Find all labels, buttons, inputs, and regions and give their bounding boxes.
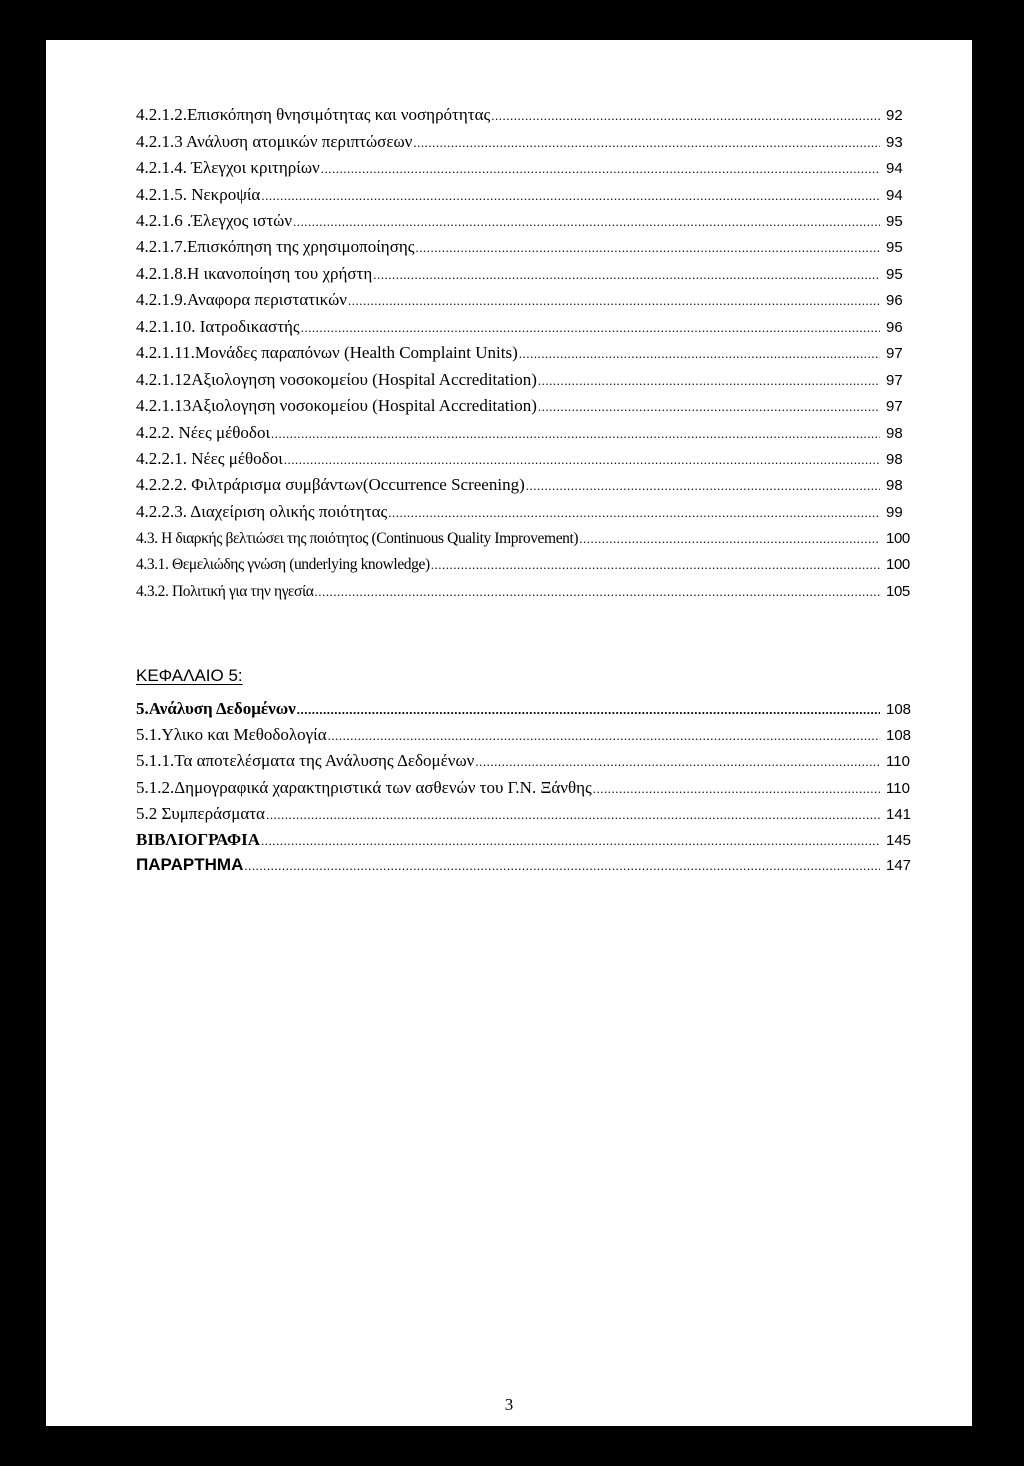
toc-entry[interactable]: [136, 155, 926, 181]
toc-entry-page: 94: [886, 187, 903, 204]
toc-entry-title: 4.2.1.5. Νεκροψία: [136, 185, 261, 204]
toc-entry[interactable]: [136, 420, 926, 446]
toc-entry-page: 110: [886, 780, 910, 797]
toc-entry[interactable]: [136, 314, 926, 340]
toc-entry[interactable]: [136, 208, 926, 234]
toc-entry[interactable]: [136, 287, 926, 313]
dot-leader: [538, 368, 880, 394]
toc-entry-title: 4.2.1.7.Επισκόπηση της χρησιμοποίησης: [136, 237, 415, 256]
toc-entry-page: 100: [886, 530, 910, 547]
toc-entry[interactable]: [136, 446, 926, 472]
toc-entry-page: 93: [886, 134, 903, 151]
toc-entry-page: 108: [886, 727, 912, 744]
dot-leader: [388, 500, 880, 526]
dot-leader: [526, 473, 880, 499]
toc-entry-title: 4.2.1.12Αξιολογηση νοσοκομείου (Hospital Accreditation): [136, 370, 537, 389]
toc-entry-title: 4.3.2. Πολιτική για την ηγεσία: [136, 583, 314, 600]
toc-entry-title: 4.2.1.13Αξιολογηση νοσοκομείου (Hospital Accreditation): [136, 396, 537, 415]
dot-leader: [261, 828, 880, 854]
toc-entry-title: 4.2.1.9.Αναφορα περιστατικών: [136, 290, 347, 309]
toc-entry-title: ΠΑΡΑΡΤΗΜΑ: [136, 855, 244, 874]
toc-entry-page: 92: [886, 107, 903, 124]
dot-leader: [373, 262, 880, 288]
dot-leader: [328, 723, 880, 749]
toc-entry-page: 98: [886, 477, 903, 494]
toc-entry[interactable]: [136, 129, 926, 155]
dot-leader: [475, 749, 880, 775]
toc-entry[interactable]: [136, 579, 926, 605]
toc-entry-title: 4.2.1.10. Ιατροδικαστής: [136, 317, 300, 336]
toc-entry[interactable]: [136, 102, 926, 128]
dot-leader: [491, 103, 880, 129]
toc-entry-title: 4.2.1.6 .Έλεγχος ιστών: [136, 211, 293, 230]
toc-entry[interactable]: [136, 367, 926, 393]
chapter-heading: ΚΕΦΑΛΑΙΟ 5:: [136, 666, 243, 685]
dot-leader: [431, 552, 880, 578]
toc-entry-page: 94: [886, 160, 903, 177]
toc-entry-title: 4.2.1.11.Μονάδες παραπόνων (Health Complaint Units): [136, 343, 518, 362]
toc-entry[interactable]: [136, 182, 926, 208]
dot-leader: [348, 288, 880, 314]
toc-entry[interactable]: [136, 801, 926, 827]
dot-leader: [297, 697, 880, 723]
dot-leader: [284, 447, 880, 473]
toc-entry-page: 98: [886, 425, 903, 442]
toc-entry[interactable]: [136, 748, 926, 774]
toc-entry-page: 145: [886, 832, 912, 849]
toc-entry-title: 5.1.1.Τα αποτελέσματα της Ανάλυσης Δεδομένων: [136, 751, 475, 770]
toc-entry-page: 95: [886, 239, 903, 256]
dot-leader: [261, 183, 880, 209]
page-number: 3: [504, 1395, 514, 1414]
toc-entry-title: 4.2.2.3. Διαχείριση ολικής ποιότητας: [136, 502, 388, 521]
toc-entry-page: 110: [886, 753, 910, 770]
toc-entry-page: 100: [886, 556, 910, 573]
dot-leader: [314, 579, 880, 605]
toc-entry[interactable]: [136, 722, 926, 748]
toc-entry-title: 4.2.2.2. Φιλτράρισμα συμβάντων(Occurrence Screening): [136, 475, 525, 494]
toc-entry-page: 99: [886, 504, 903, 521]
toc-entry-title: 4.2.2.1. Νέες μέθοδοι: [136, 449, 283, 468]
dot-leader: [519, 341, 880, 367]
toc-entry[interactable]: [136, 775, 926, 801]
toc-entry-title: 4.3. Η διαρκής βελτιώσει της ποιότητος (Continuous Quality Improvement): [136, 530, 579, 547]
dot-leader: [415, 235, 880, 261]
toc-entry-page: 95: [886, 213, 903, 230]
toc-entry-title: 5.1.2.Δημογραφικά χαρακτηριστικά των ασθενών του Γ.Ν. Ξάνθης: [136, 778, 592, 797]
toc-entry[interactable]: [136, 852, 926, 878]
toc-entry[interactable]: [136, 340, 926, 366]
toc-entry-title: 4.2.1.2.Επισκόπηση θνησιμότητας και νοσηρότητας: [136, 105, 491, 124]
dot-leader: [293, 209, 880, 235]
toc-entry-title: 4.2.1.8.Η ικανοποίηση του χρήστη: [136, 264, 373, 283]
toc-entry[interactable]: [136, 499, 926, 525]
dot-leader: [538, 394, 880, 420]
toc-entry-page: 147: [886, 857, 912, 874]
toc-entry-page: 95: [886, 266, 903, 283]
dot-leader: [413, 130, 880, 156]
toc-entry-title: 4.2.1.4. Έλεγχοι κριτηρίων: [136, 158, 320, 177]
dot-leader: [271, 421, 880, 447]
toc-entry-title: 4.3.1. Θεμελιώδης γνώση (underlying knowledge): [136, 556, 430, 573]
toc-entry[interactable]: [136, 393, 926, 419]
toc-entry-title: 4.2.2. Νέες μέθοδοι: [136, 423, 271, 442]
toc-entry[interactable]: [136, 696, 926, 722]
toc-entry[interactable]: [136, 261, 926, 287]
toc-entry-page: 105: [886, 583, 910, 600]
toc-entry[interactable]: [136, 234, 926, 260]
dot-leader: [593, 776, 880, 802]
toc-entry-title: 5.2 Συμπεράσματα: [136, 804, 265, 823]
toc-entry-page: 141: [886, 806, 912, 823]
dot-leader: [301, 315, 880, 341]
toc-entry[interactable]: [136, 552, 926, 578]
document-page: [46, 40, 972, 1426]
toc-entry-page: 96: [886, 319, 903, 336]
toc-entry-title: 5.Ανάλυση Δεδομένων: [136, 699, 296, 718]
dot-leader: [266, 802, 880, 828]
toc-entry-page: 97: [886, 372, 903, 389]
toc-entry[interactable]: [136, 827, 926, 853]
toc-entry-page: 97: [886, 345, 903, 362]
dot-leader: [321, 156, 880, 182]
dot-leader: [579, 526, 880, 552]
toc-entry-page: 96: [886, 292, 903, 309]
toc-entry-page: 98: [886, 451, 903, 468]
toc-entry-title: 4.2.1.3 Ανάλυση ατομικών περιπτώσεων: [136, 132, 413, 151]
toc-entry-page: 97: [886, 398, 903, 415]
toc-entry-title: 5.1.Υλικο και Μεθοδολογία: [136, 725, 327, 744]
toc-entry[interactable]: [136, 526, 926, 552]
toc-entry[interactable]: [136, 472, 926, 498]
dot-leader: [244, 853, 880, 879]
toc-entry-title: ΒΙΒΛΙΟΓΡΑΦΙΑ: [136, 830, 261, 849]
toc-entry-page: 108: [886, 701, 912, 718]
